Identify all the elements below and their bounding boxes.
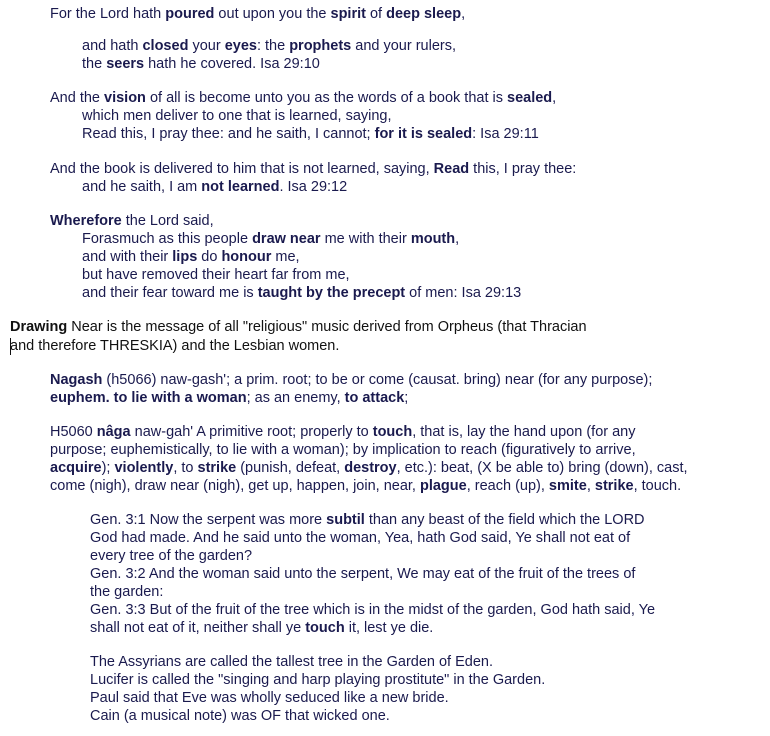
text: of all is become unto you as the words of a book that is: [145, 90, 508, 106]
isa-29-10-line-2: [82, 38, 456, 55]
text: Read this, I pray thee: and he saith, I cannot;: [82, 126, 375, 142]
text: : Isa 29:11: [472, 126, 539, 142]
emph-mouth: mouth: [410, 231, 456, 247]
text: Gen. 3:1 Now the serpent was more: [90, 512, 327, 528]
isa-29-13-line-3: [82, 249, 300, 266]
text: the: [82, 56, 107, 72]
text: naw-gah' A primitive root; properly to: [130, 424, 373, 440]
genesis-line-7: [90, 620, 433, 637]
text: and their fear toward me is: [82, 285, 258, 301]
emph-plague: plague: [419, 478, 467, 494]
isa-29-13-line-1: [50, 213, 214, 230]
text: ;: [404, 390, 409, 406]
text: ,: [586, 478, 595, 494]
emph-wherefore: Wherefore: [50, 213, 122, 229]
emph-read: Read: [433, 161, 470, 177]
emph-naga: nâga: [96, 424, 131, 440]
text: every tree of the garden?: [90, 548, 253, 564]
drawing-line-2: [10, 338, 339, 355]
text: , that is, lay the hand upon (for any: [412, 424, 636, 440]
closing-line-2: [90, 672, 545, 689]
text: . Isa 29:12: [279, 179, 348, 195]
closing-line-3: [90, 690, 449, 707]
emph-nagash: Nagash: [50, 372, 103, 388]
nagash-line-1: [50, 372, 652, 389]
emph-vision: vision: [104, 90, 146, 106]
text: of men: Isa 29:13: [405, 285, 522, 301]
text: : the: [256, 38, 290, 54]
emph-sealed: sealed: [507, 90, 553, 106]
text: purpose; euphemistically, to lie with a woman); by implication to reach (figuratively to arrive,: [50, 442, 636, 458]
h5060-line-1: [50, 424, 636, 441]
emph-euphem: euphem. to lie with a woman: [50, 390, 247, 406]
emph-honour: honour: [221, 249, 272, 265]
emph-drawing: Drawing: [10, 319, 68, 335]
h5060-line-2: [50, 442, 636, 459]
h5060-line-3: [50, 460, 688, 477]
text: (h5066) naw-gash'; a prim. root; to be or come (causat. bring) near (for any purpose);: [102, 372, 653, 388]
text: and hath: [82, 38, 143, 54]
h5060-line-4: [50, 478, 681, 495]
emph-violently: violently: [114, 460, 174, 476]
text: H5060: [50, 424, 97, 440]
drawing-line-1: [10, 319, 587, 336]
text: your: [188, 38, 225, 54]
emph-acquire: acquire: [50, 460, 102, 476]
emph-deep-sleep: deep sleep: [386, 6, 462, 22]
text: And the: [50, 90, 105, 106]
emph-draw-near: draw near: [252, 231, 321, 247]
text: of: [365, 6, 387, 22]
emph-eyes: eyes: [224, 38, 257, 54]
text: me,: [271, 249, 300, 265]
isa-29-11-line-3: [82, 126, 539, 143]
emph-smite: smite: [548, 478, 587, 494]
text: come (nigh), draw near (nigh), get up, happen, join, near,: [50, 478, 420, 494]
text: and your rulers,: [351, 38, 457, 54]
closing-line-1: [90, 654, 493, 671]
emph-taught-by-the-precept: taught by the precept: [257, 285, 406, 301]
isa-29-13-line-2: [82, 231, 459, 248]
text: the Lord said,: [121, 213, 214, 229]
text: And the book is delivered to him that is not learned, saying,: [50, 161, 434, 177]
emph-spirit: spirit: [330, 6, 366, 22]
text: me with their: [320, 231, 411, 247]
genesis-line-5: [90, 584, 163, 601]
emph-strike: strike: [197, 460, 237, 476]
emph-to-attack: to attack: [344, 390, 405, 406]
emph-touch: touch: [372, 424, 413, 440]
text: hath he covered. Isa 29:10: [144, 56, 320, 72]
text: shall not eat of it, neither shall ye: [90, 620, 306, 636]
emph-closed: closed: [142, 38, 189, 54]
isa-29-10-line-1: [50, 6, 465, 23]
nagash-line-2: [50, 390, 408, 407]
text: which men deliver to one that is learned, saying,: [82, 108, 392, 124]
genesis-line-3: [90, 548, 252, 565]
isa-29-10-line-3: [82, 56, 320, 73]
text: than any beast of the field which the LORD: [364, 512, 645, 528]
emph-lips: lips: [172, 249, 198, 265]
text: and with their: [82, 249, 173, 265]
text: (punish, defeat,: [236, 460, 345, 476]
text: and therefore THRESKIA) and the Lesbian women.: [10, 338, 340, 354]
isa-29-11-line-1: [50, 90, 556, 107]
emph-for-it-is-sealed: for it is sealed: [374, 126, 473, 142]
text: Forasmuch as this people: [82, 231, 253, 247]
text: Near is the message of all "religious" music derived from Orpheus (that Thracian: [67, 319, 587, 335]
isa-29-11-line-2: [82, 108, 392, 125]
emph-prophets: prophets: [289, 38, 352, 54]
genesis-line-4: [90, 566, 635, 583]
isa-29-12-line-2: [82, 179, 347, 196]
text: The Assyrians are called the tallest tree in the Garden of Eden.: [90, 654, 494, 670]
text: ; as an enemy,: [246, 390, 345, 406]
text: , to: [173, 460, 198, 476]
text: ,: [461, 6, 466, 22]
text: ,: [552, 90, 557, 106]
emph-touch: touch: [305, 620, 345, 636]
text: Paul said that Eve was wholly seduced like a new bride.: [90, 690, 449, 706]
closing-line-4: [90, 708, 390, 725]
text: this, I pray thee:: [469, 161, 577, 177]
text: ,: [455, 231, 460, 247]
emph-seers: seers: [106, 56, 145, 72]
text: For the Lord hath: [50, 6, 166, 22]
text: it, lest ye die.: [344, 620, 434, 636]
emph-strike: strike: [594, 478, 634, 494]
isa-29-13-line-4: [82, 267, 350, 284]
genesis-line-1: [90, 512, 645, 529]
emph-poured: poured: [165, 6, 215, 22]
text: , touch.: [633, 478, 682, 494]
text: Lucifer is called the "singing and harp playing prostitute" in the Garden.: [90, 672, 546, 688]
text: , etc.): beat, (X be able to) bring (down), cast,: [396, 460, 688, 476]
text: and he saith, I am: [82, 179, 202, 195]
isa-29-13-line-5: [82, 285, 521, 302]
isa-29-12-line-1: [50, 161, 576, 178]
emph-not-learned: not learned: [201, 179, 280, 195]
text: Gen. 3:3 But of the fruit of the tree which is in the midst of the garden, God hath said, Ye: [90, 602, 656, 618]
text: Gen. 3:2 And the woman said unto the serpent, We may eat of the fruit of the trees of: [90, 566, 636, 582]
text: do: [197, 249, 222, 265]
genesis-line-2: [90, 530, 630, 547]
text: God had made. And he said unto the woman, Yea, hath God said, Ye shall not eat of: [90, 530, 631, 546]
text: Cain (a musical note) was OF that wicked one.: [90, 708, 390, 724]
text: , reach (up),: [466, 478, 549, 494]
emph-subtil: subtil: [326, 512, 365, 528]
genesis-line-6: [90, 602, 655, 619]
text: but have removed their heart far from me,: [82, 267, 350, 283]
emph-destroy: destroy: [344, 460, 397, 476]
text: out upon you the: [214, 6, 331, 22]
text: the garden:: [90, 584, 164, 600]
text: );: [101, 460, 115, 476]
